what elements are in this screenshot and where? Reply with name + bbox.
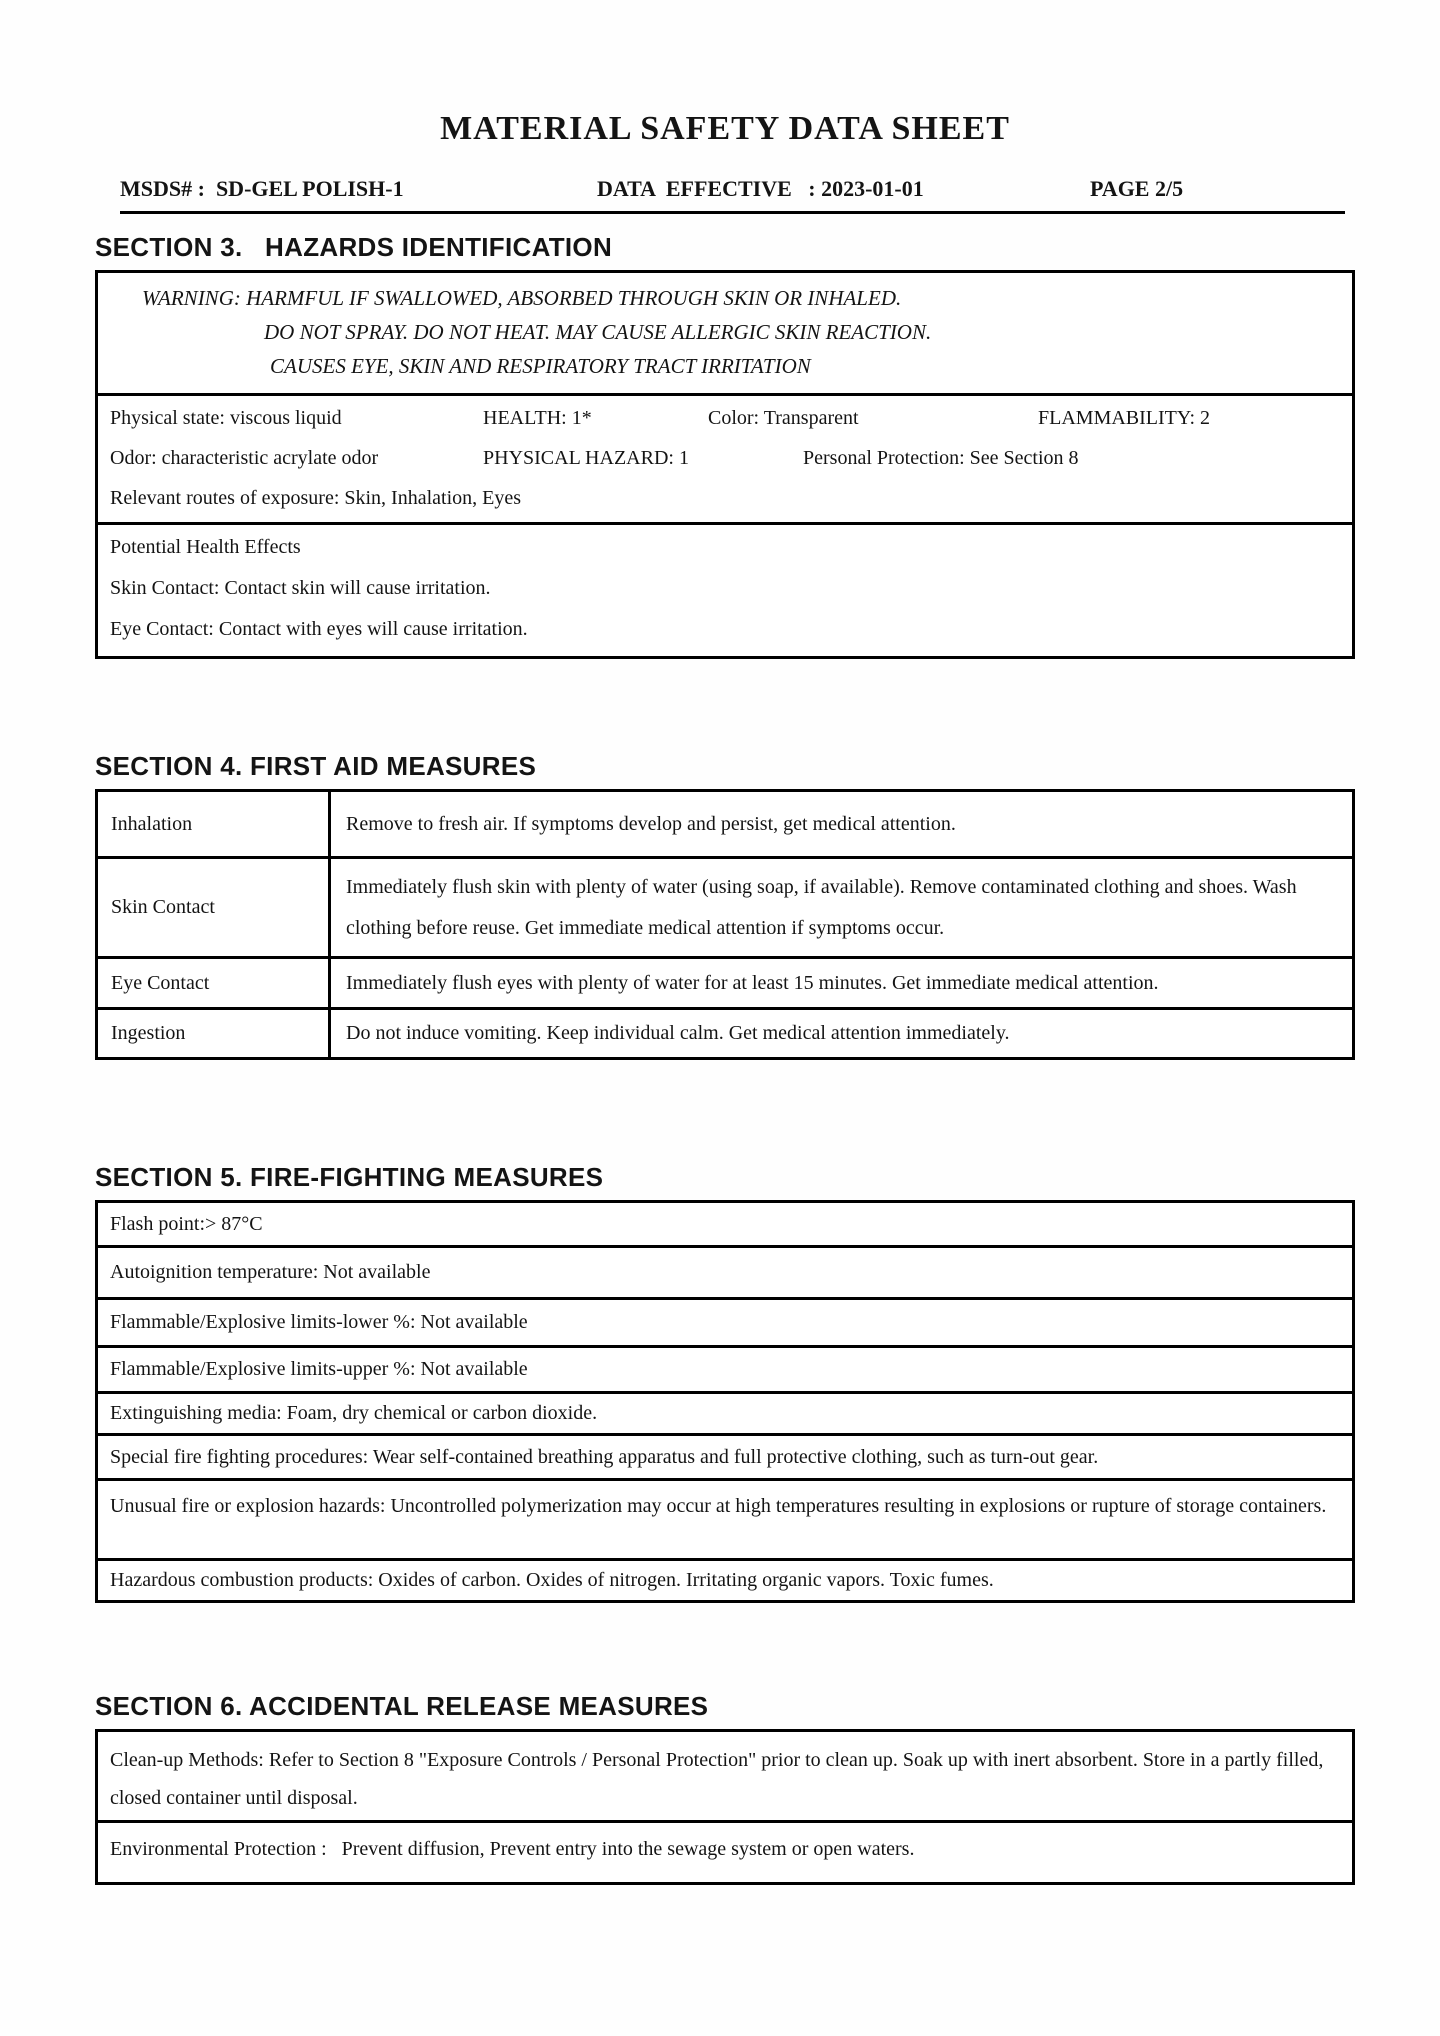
section3-heading: SECTION 3. HAZARDS IDENTIFICATION: [95, 232, 613, 262]
section3-box: [95, 270, 1355, 659]
row-label: Eye Contact: [98, 959, 331, 1007]
fire-row-special-procedures: Special fire fighting procedures: Wear self-contained breathing apparatus and full protective clothing, such as turn-out gear.: [98, 1433, 1352, 1478]
header-rule: [120, 211, 1345, 214]
document-content: [95, 0, 1355, 1885]
row-text: Remove to fresh air. If symptoms develop and persist, get medical attention.: [346, 812, 956, 835]
physical-properties-block: [98, 396, 1352, 522]
odor-value: Odor: characteristic acrylate odor: [110, 447, 379, 469]
fire-row-flash-point: Flash point:> 87°C: [110, 1212, 263, 1235]
msds-number: MSDS# : SD-GEL POLISH-1: [120, 176, 404, 201]
data-effective-date: DATA EFFECTIVE : 2023-01-01: [597, 176, 924, 201]
fire-row-limits-upper: Flammable/Explosive limits-upper %: Not available: [98, 1345, 1352, 1391]
warning-line: CAUSES EYE, SKIN AND RESPIRATORY TRACT IRRITATION: [270, 354, 811, 378]
color-value: Color: Transparent: [708, 407, 859, 429]
row-text: Immediately flush eyes with plenty of water for at least 15 minutes. Get immediate medical attention.: [346, 971, 1159, 994]
first-aid-table: [95, 789, 1355, 1060]
fire-row-unusual-hazards: Unusual fire or explosion hazards: Uncontrolled polymerization may occur at high temperatures resulting in explosions or rupture of storage containers.: [98, 1478, 1352, 1558]
row-label: Skin Contact: [98, 859, 331, 956]
physical-properties-row: [98, 438, 1352, 478]
warning-line: DO NOT SPRAY. DO NOT HEAT. MAY CAUSE ALLERGIC SKIN REACTION.: [264, 320, 932, 344]
health-effects-title: Potential Health Effects: [110, 536, 301, 558]
cleanup-methods-row: Clean-up Methods: Refer to Section 8 "Exposure Controls / Personal Protection" prior to clean up. Soak up with inert absorbent. Store in a partly filled, closed container until disposal.: [110, 1749, 1329, 1809]
health-effects-block: [98, 525, 1352, 656]
page-title: MATERIAL SAFETY DATA SHEET: [440, 110, 1010, 147]
document-header: [95, 176, 1355, 204]
row-label: Inhalation: [98, 792, 331, 856]
personal-protection-ref: Personal Protection: See Section 8: [803, 447, 1079, 469]
warning-line: WARNING: HARMFUL IF SWALLOWED, ABSORBED THROUGH SKIN OR INHALED.: [142, 286, 902, 310]
row-label: Ingestion: [98, 1010, 331, 1057]
physical-state: Physical state: viscous liquid: [110, 407, 342, 429]
row-text: Immediately flush skin with plenty of water (using soap, if available). Remove contaminated clothing and shoes. Wash clothing before reuse. Get immediate medical attention if symptoms occur.: [346, 875, 1302, 939]
fire-row-limits-lower: Flammable/Explosive limits-lower %: Not available: [98, 1297, 1352, 1345]
table-row: [98, 956, 1352, 1007]
eye-contact-effect: Eye Contact: Contact with eyes will cause irritation.: [110, 618, 528, 640]
page-number: PAGE 2/5: [1090, 176, 1184, 201]
section4-heading: SECTION 4. FIRST AID MEASURES: [95, 751, 537, 781]
skin-contact-effect: Skin Contact: Contact skin will cause irritation.: [110, 577, 491, 599]
fire-row-autoignition: Autoignition temperature: Not available: [98, 1245, 1352, 1297]
table-row: [98, 856, 1352, 956]
health-rating: HEALTH: 1*: [483, 407, 592, 429]
row-text: Do not induce vomiting. Keep individual calm. Get medical attention immediately.: [346, 1022, 1010, 1044]
table-row: [98, 792, 1352, 856]
exposure-routes: Relevant routes of exposure: Skin, Inhalation, Eyes: [110, 487, 522, 509]
fire-row-extinguishing-media: Extinguishing media: Foam, dry chemical or carbon dioxide.: [98, 1391, 1352, 1433]
physical-properties-row: [98, 478, 1352, 518]
table-row: [98, 1007, 1352, 1057]
environmental-protection-row: Environmental Protection : Prevent diffusion, Prevent entry into the sewage system or open waters.: [98, 1820, 1352, 1882]
section6-heading: SECTION 6. ACCIDENTAL RELEASE MEASURES: [95, 1691, 709, 1721]
flammability-rating: FLAMMABILITY: 2: [1038, 407, 1211, 429]
physical-hazard-rating: PHYSICAL HAZARD: 1: [483, 447, 689, 469]
fire-fighting-box: [95, 1200, 1355, 1603]
accidental-release-box: [95, 1729, 1355, 1885]
warning-block: [98, 273, 1352, 393]
fire-row-combustion-products: Hazardous combustion products: Oxides of carbon. Oxides of nitrogen. Irritating organic vapors. Toxic fumes.: [98, 1558, 1352, 1600]
section5-heading: SECTION 5. FIRE-FIGHTING MEASURES: [95, 1162, 604, 1192]
physical-properties-row: [98, 398, 1352, 438]
